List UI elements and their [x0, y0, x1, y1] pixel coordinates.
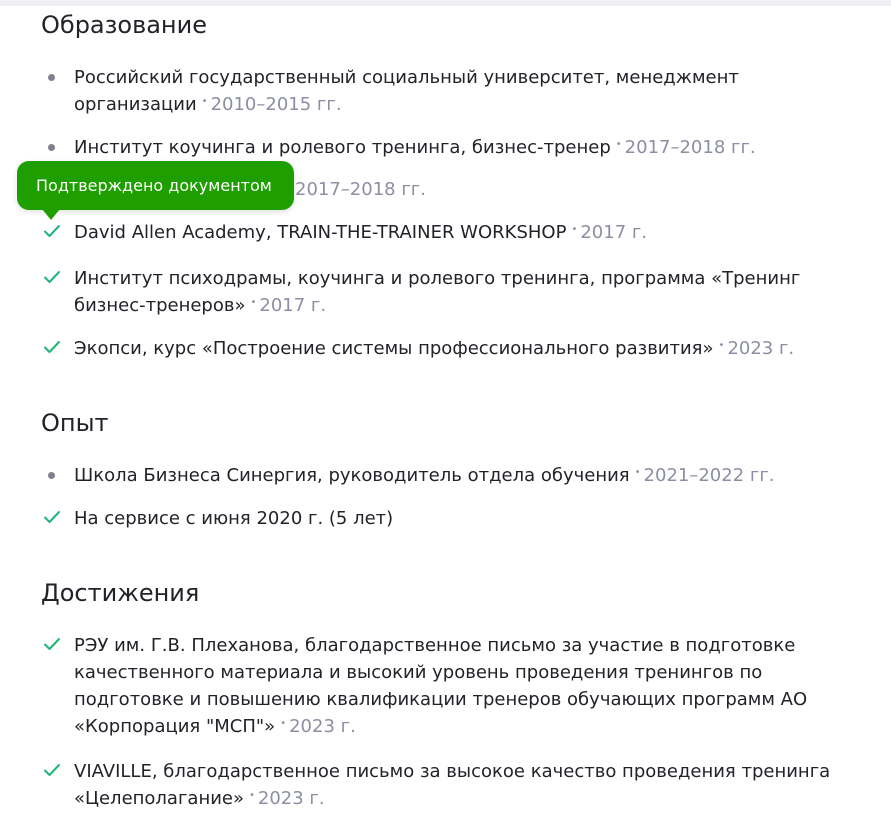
separator-dot: •: [634, 467, 641, 478]
item-title: Школа Бизнеса Синергия, руководитель отдела обучения: [74, 465, 630, 486]
bullet-dot: [41, 462, 63, 488]
item-period: 2017 г.: [580, 222, 648, 243]
item-period: 2010–2015 гг.: [210, 94, 342, 115]
experience-title: Опыт: [41, 409, 109, 437]
verified-check-icon[interactable]: [41, 219, 63, 245]
separator-dot: •: [201, 96, 208, 107]
verified-tooltip: Подтверждено документом: [17, 161, 294, 210]
separator-dot: •: [250, 297, 257, 308]
education-title: Образование: [41, 11, 207, 39]
item-title: На сервисе с июня 2020 г. (5 лет): [74, 508, 394, 529]
item-period: 2023 г.: [257, 788, 325, 809]
separator-dot: •: [615, 139, 622, 150]
separator-dot: •: [718, 340, 725, 351]
bullet-dot: [41, 134, 63, 160]
item-period: 2017 г.: [259, 295, 327, 316]
item-title: Экопси, курс «Построение системы профессионального развития»: [74, 338, 714, 359]
separator-dot: •: [571, 224, 578, 235]
verified-check-icon[interactable]: [41, 265, 63, 291]
item-period: 2023 г.: [289, 716, 356, 737]
verified-check-icon[interactable]: [41, 758, 63, 784]
top-divider: [0, 0, 891, 6]
separator-dot: •: [249, 790, 255, 801]
item-title: РЭУ им. Г.В. Плеханова, благодарственное письмо за участие в подготовке качественного материала и высокий уровень проведения тренингов по подготовке и повышению квалификации тренеров обучающих программ АО «Корпорация "МСП"»: [74, 635, 808, 737]
bullet-dot: [41, 64, 63, 90]
item-title: Институт коучинга и ролевого тренинга, бизнес-тренер: [74, 137, 611, 158]
item-period: 2023 г.: [727, 338, 795, 359]
item-period: 2021–2022 гг.: [643, 465, 775, 486]
item-title: David Allen Academy, TRAIN-THE-TRAINER WORKSHOP: [74, 222, 567, 243]
item-title: Институт психодрамы, коучинга и ролевого тренинга, программа «Тренинг бизнес-тренеров»: [74, 268, 801, 316]
separator-dot: •: [280, 718, 287, 729]
achievements-title: Достижения: [41, 579, 200, 607]
verified-check-icon[interactable]: [41, 335, 63, 361]
item-period: 2017–2018 гг.: [624, 137, 756, 158]
item-title: Российский государственный социальный университет, менеджмент организации: [74, 67, 739, 115]
verified-check-icon[interactable]: [41, 632, 63, 658]
tooltip-arrow: [42, 209, 60, 220]
verified-check-icon[interactable]: [41, 505, 63, 531]
item-period: 2017–2018 гг.: [295, 179, 426, 200]
item-title: VIAVILLE, благодарственное письмо за высокое качество проведения тренинга «Целеполагание»: [74, 761, 831, 809]
